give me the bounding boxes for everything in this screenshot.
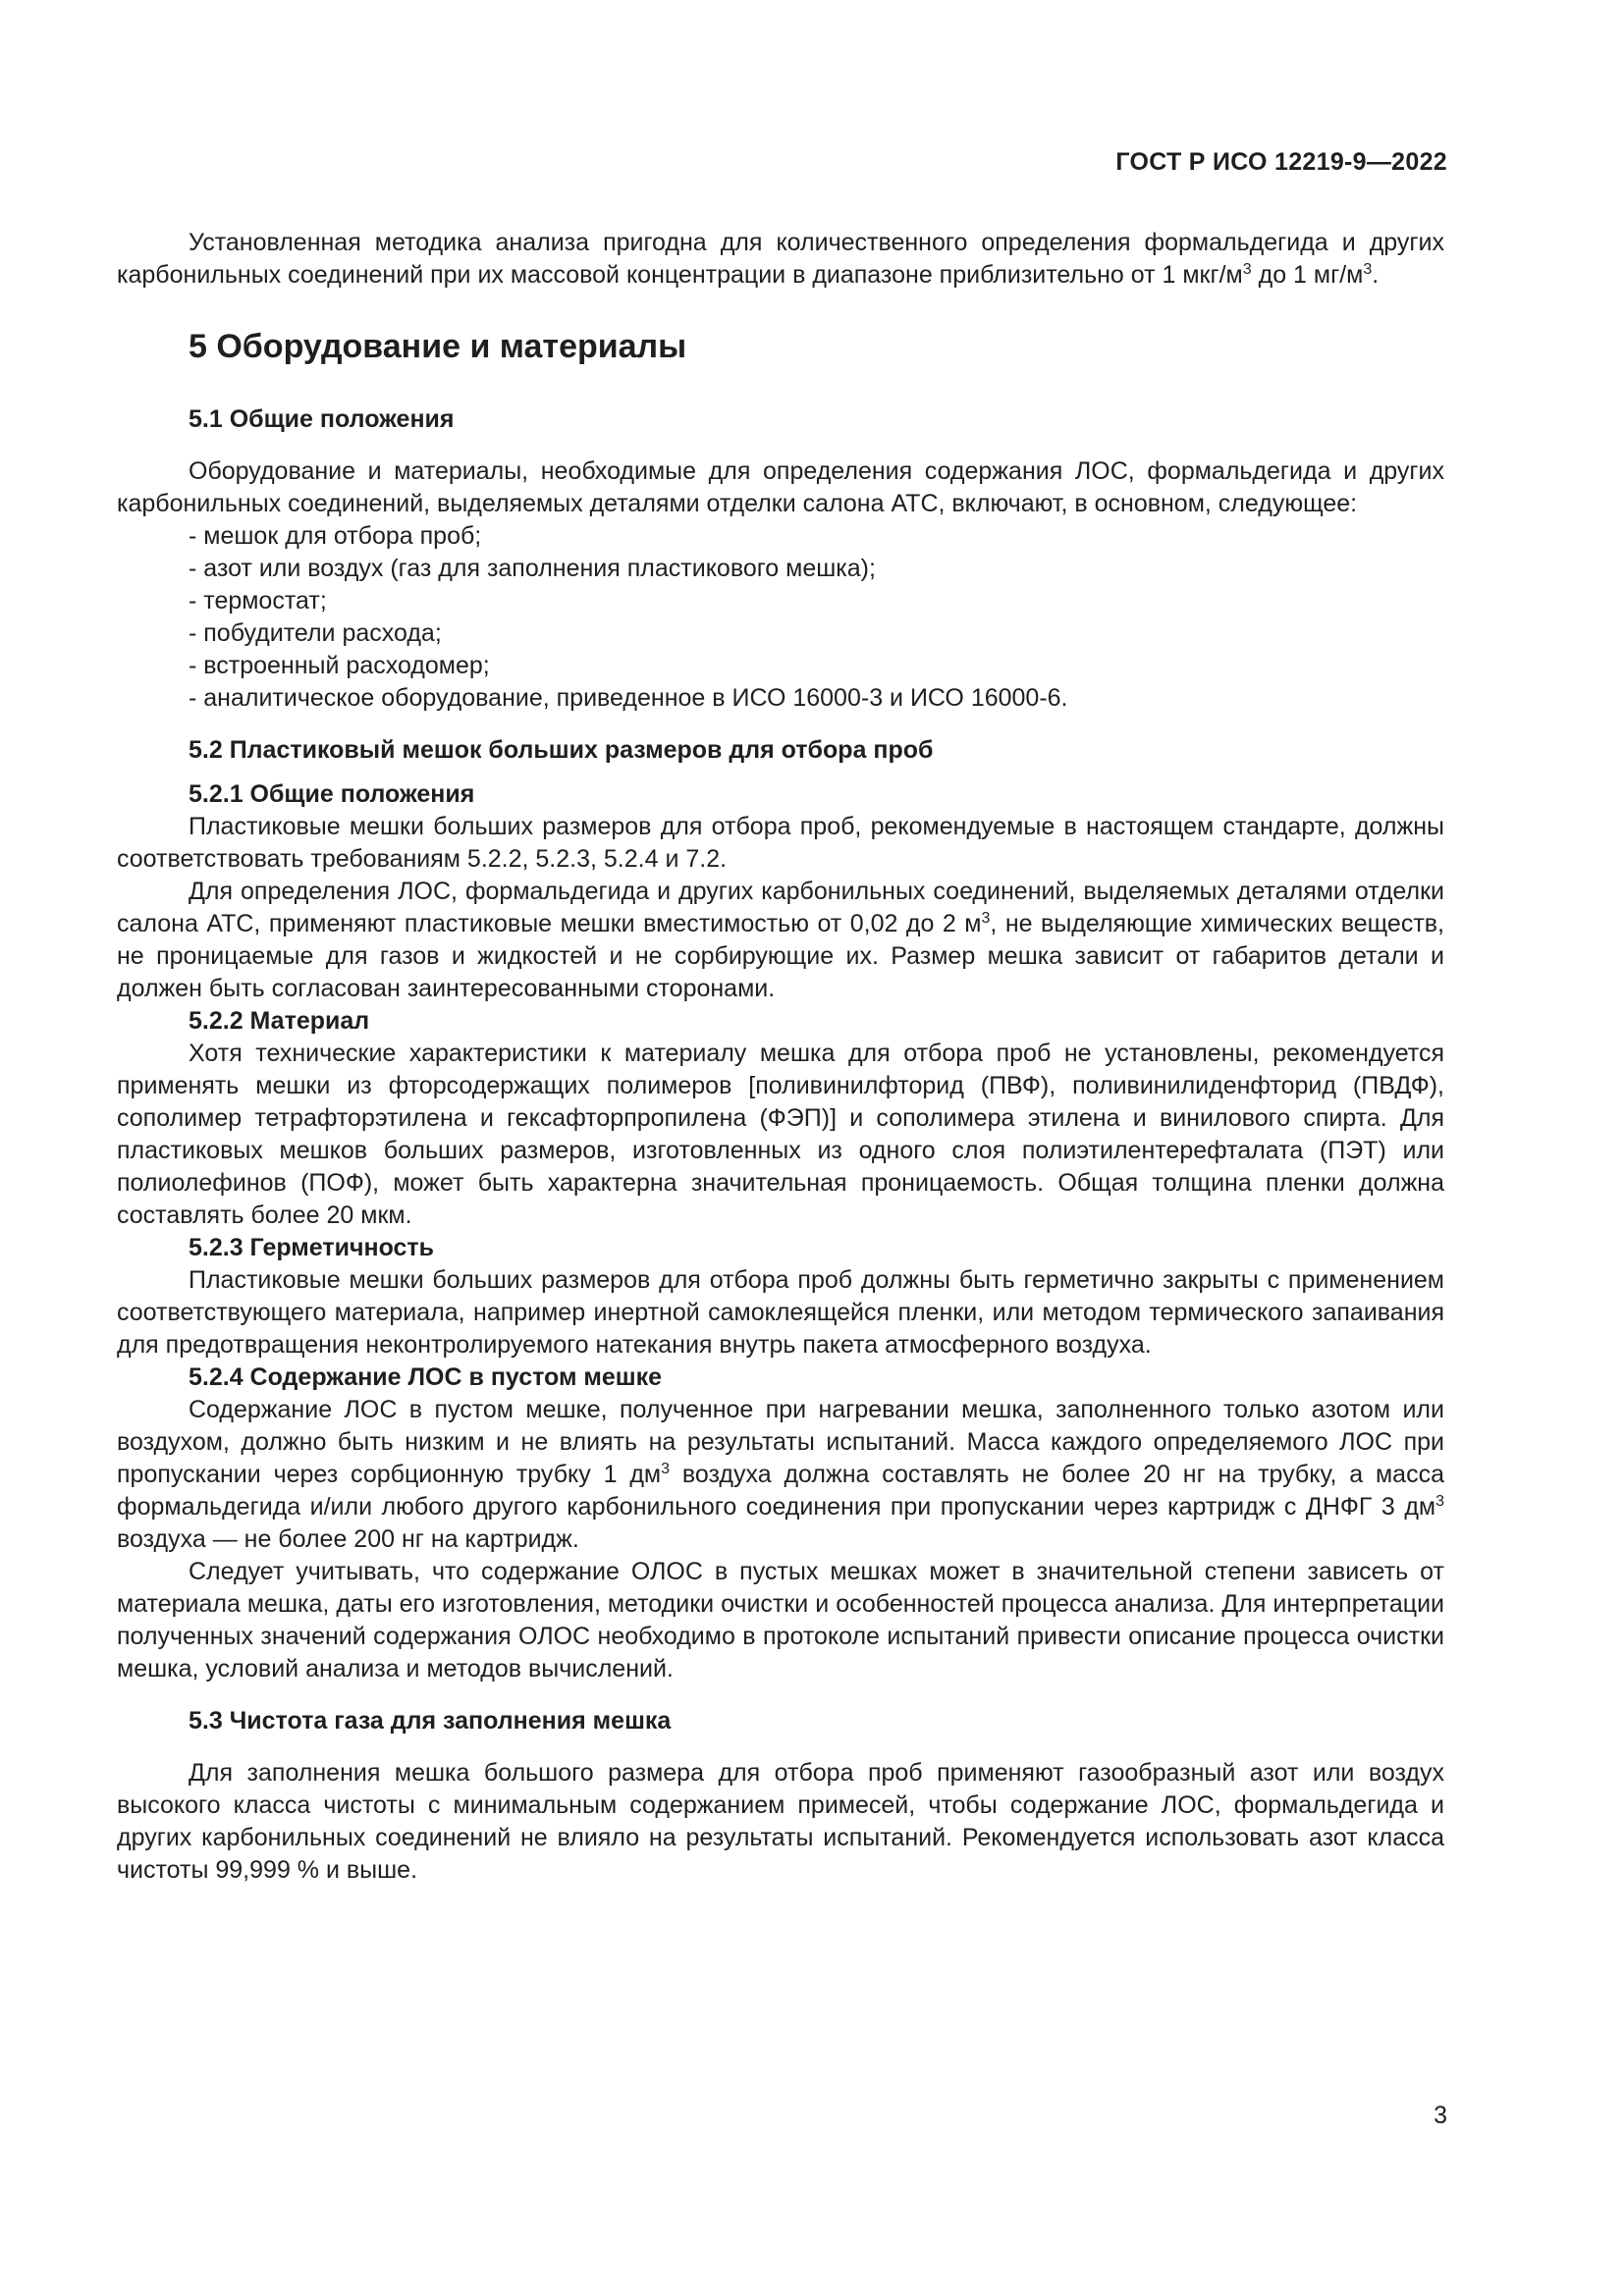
section-5-2-4-p1-text-3: воздуха — не более 200 нг на картридж.	[117, 1525, 579, 1553]
section-5-2-1-p2-sup: 3	[981, 910, 991, 927]
section-5-1-text: Оборудование и материалы, необходимые для определения содержания ЛОС, формальдегида и других карбонильных соединений, выделяемых деталями отделки салона АТС, включают, в основном, следующее:	[117, 457, 1444, 517]
list-item: - побудители расхода;	[189, 619, 442, 647]
section-5-title: 5 Оборудование и материалы	[189, 328, 687, 365]
intro-text-2: до 1 мг/м	[1251, 261, 1364, 289]
section-5-2-3-title: 5.2.3 Герметичность	[189, 1234, 435, 1261]
list-item: - мешок для отбора проб;	[189, 522, 482, 550]
section-5-2-4-p2: Следует учитывать, что содержание ОЛОС в пустых мешках может в значительной степени зависеть от материала мешка, даты его изготовления, методики очистки и особенностей процесса анализа. Для интерпретации полученных значений содержания ОЛОС необходимо в протоколе испытаний привести описание процесса очистки мешка, условий анализа и методов вычислений.	[117, 1558, 1444, 1682]
section-5-2-1-p2-text-1: Для определения ЛОС, формальдегида и других карбонильных соединений, выделяемых деталями отделки салона АТС, применяют пластиковые мешки вместимостью от 0,02 до 2 м	[117, 878, 1444, 937]
section-5-3-p1: Для заполнения мешка большого размера для отбора проб применяют газообразный азот или воздух высокого класса чистоты с минимальным содержанием примесей, чтобы содержание ЛОС, формальдегида и других карбонильных соединений не влияло на результаты испытаний. Рекомендуется использовать азот класса чистоты 99,999 % и выше.	[117, 1759, 1444, 1884]
section-5-2-title: 5.2 Пластиковый мешок больших размеров для отбора проб	[189, 736, 934, 764]
standard-header: ГОСТ Р ИСО 12219-9—2022	[1115, 148, 1447, 176]
equipment-list	[117, 520, 1444, 715]
page-content	[117, 227, 1444, 1887]
section-5-2-1-p1: Пластиковые мешки больших размеров для отбора проб, рекомендуемые в настоящем стандарте, должны соответствовать требованиям 5.2.2, 5.2.3, 5.2.4 и 7.2.	[117, 813, 1444, 873]
list-item: - термостат;	[189, 587, 327, 614]
section-5-2-1-p2	[117, 876, 1444, 1005]
section-5-2-4-p1-sup-1: 3	[661, 1461, 671, 1477]
page-number: 3	[1434, 2102, 1447, 2129]
section-5-2-4-p1-sup-2: 3	[1435, 1493, 1444, 1510]
intro-sup-2: 3	[1363, 261, 1373, 278]
list-item: - аналитическое оборудование, приведенное в ИСО 16000-3 и ИСО 16000-6.	[189, 684, 1068, 712]
section-5-2-2-p1: Хотя технические характеристики к материалу мешка для отбора проб не установлены, рекомендуется применять мешки из фторсодержащих полимеров [поливинилфторид (ПВФ), поливинилиденфторид (ПВДФ), сополимер тетрафторэтилена и гексафторпропилена (ФЭП)] и сополимера этилена и винилового спирта. Для пластиковых мешков больших размеров, изготовленных из одного слоя полиэтилентерефталата (ПЭТ) или полиолефинов (ПОФ), может быть характерна значительная проницаемость. Общая толщина пленки должна составлять более 20 мкм.	[117, 1040, 1444, 1229]
section-5-2-4-p1-text-1: Содержание ЛОС в пустом мешке, полученное при нагревании мешка, заполненного только азотом или воздухом, должно быть низким и не влиять на результаты испытаний. Масса каждого определяемого ЛОС при пропускании через сорбционную трубку 1 дм	[117, 1396, 1444, 1488]
list-item: - азот или воздух (газ для заполнения пластикового мешка);	[189, 555, 876, 582]
section-5-2-1-p2-text-2: , не выделяющие химических веществ, не проницаемые для газов и жидкостей и не сорбирующие их. Размер мешка зависит от габаритов детали и должен быть согласован заинтересованными сторонами.	[117, 910, 1445, 1002]
section-5-3-title: 5.3 Чистота газа для заполнения мешка	[189, 1707, 672, 1735]
section-5-2-4-title: 5.2.4 Содержание ЛОС в пустом мешке	[189, 1363, 663, 1391]
section-5-2-4-p1	[117, 1394, 1444, 1556]
section-5-2-3-p1: Пластиковые мешки больших размеров для отбора проб должны быть герметично закрыты с применением соответствующего материала, например инертной самоклеящейся пленки, или методом термического запаивания для предотвращения неконтролируемого натекания внутрь пакета атмосферного воздуха.	[117, 1266, 1444, 1359]
intro-sup-1: 3	[1242, 261, 1252, 278]
intro-text-3: .	[1372, 261, 1380, 289]
section-5-2-1-title: 5.2.1 Общие положения	[189, 780, 475, 808]
intro-paragraph	[117, 227, 1444, 292]
section-5-2-2-title: 5.2.2 Материал	[189, 1007, 370, 1035]
intro-text-1: Установленная методика анализа пригодна для количественного определения формальдегида и других карбонильных соединений при их массовой концентрации в диапазоне приблизительно от 1 мкг/м	[117, 229, 1444, 289]
section-5-1-title: 5.1 Общие положения	[189, 405, 455, 433]
list-item: - встроенный расходомер;	[189, 652, 490, 679]
section-5-2-4-p1-text-2: воздуха должна составлять не более 20 нг на трубку, а масса формальдегида и/или любого другого карбонильного соединения при пропускании через картридж с ДНФГ 3 дм	[117, 1461, 1444, 1521]
